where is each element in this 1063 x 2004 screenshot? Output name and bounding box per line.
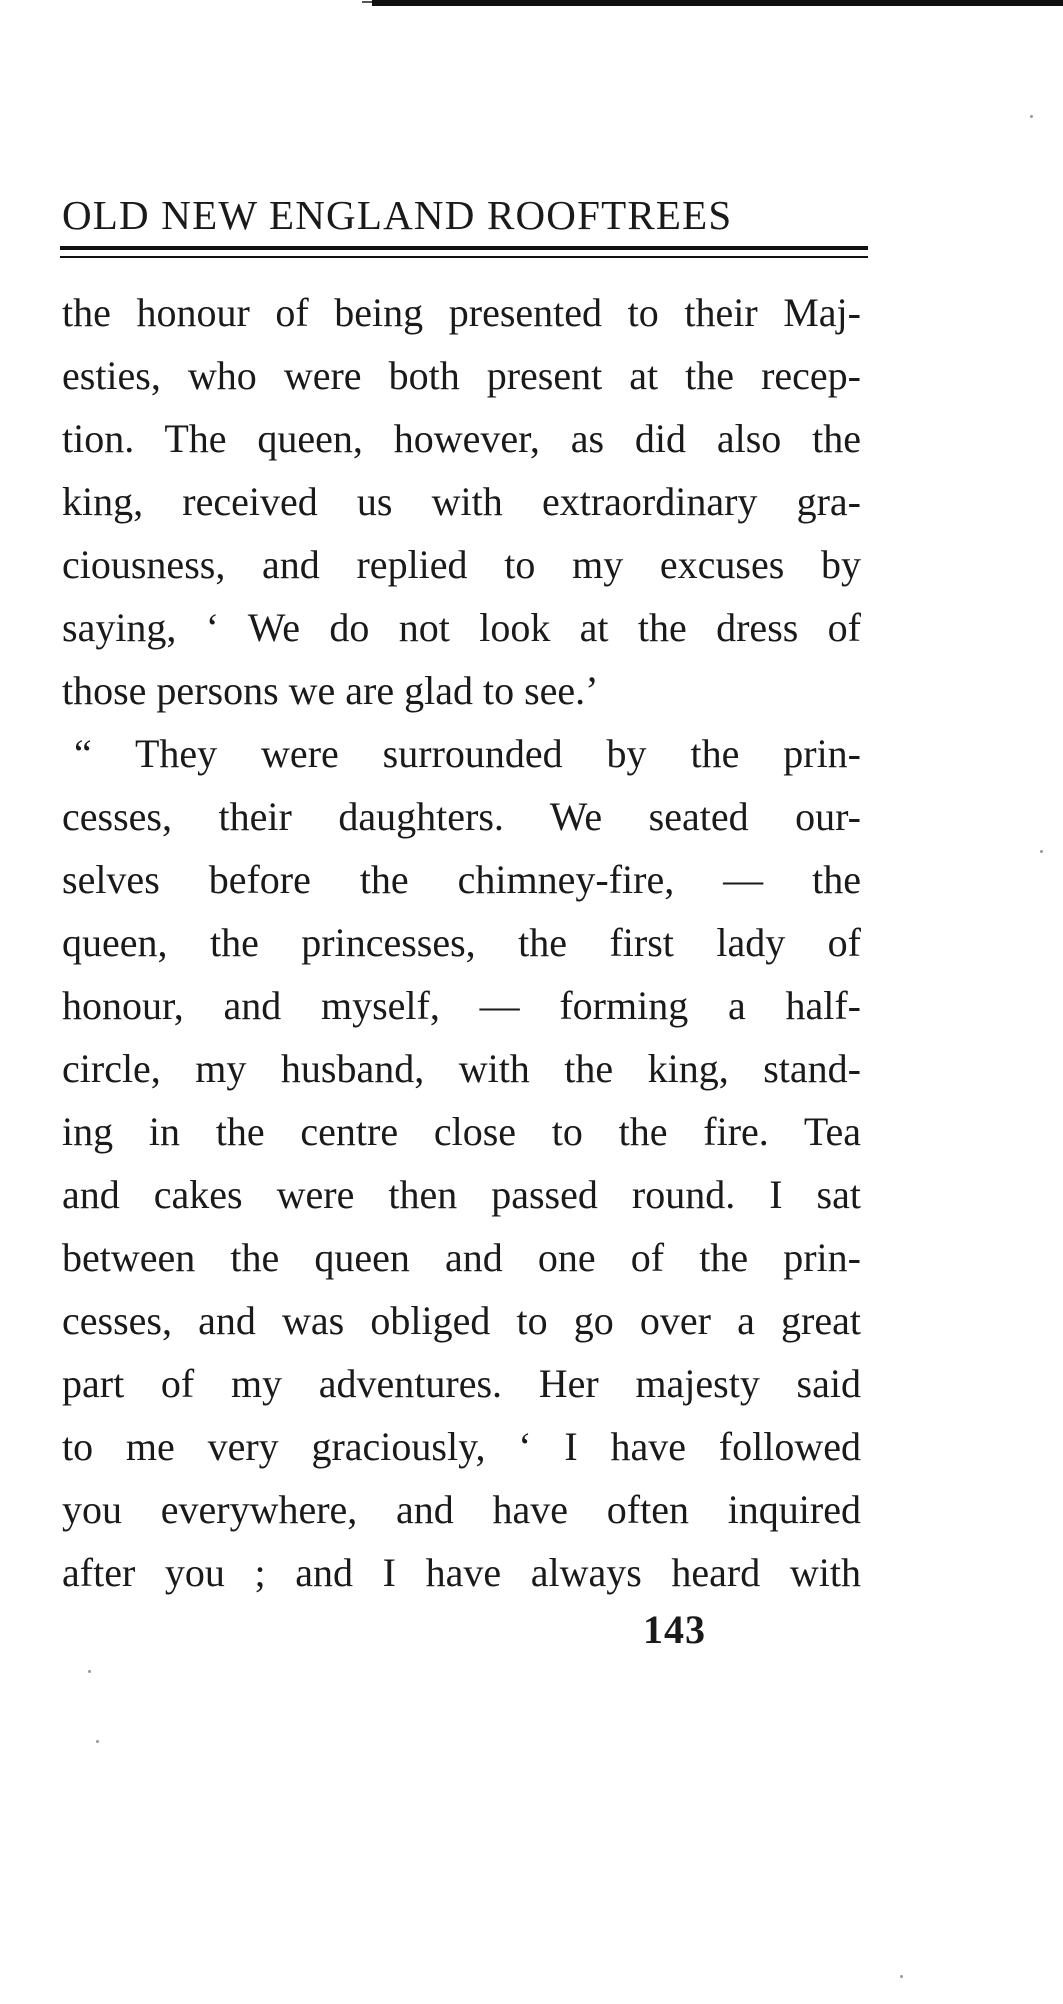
text-line-paragraph-start: “ They were surrounded by the prin- [74, 731, 861, 776]
text-line: selves before the chimney-fire, — the [62, 857, 861, 902]
paper-speck [88, 1670, 91, 1673]
text-line: cesses, their daughters. We seated our- [62, 794, 861, 839]
text-line: circle, my husband, with the king, stand- [62, 1046, 861, 1091]
text-line: after you ; and I have always heard with [62, 1550, 861, 1595]
text-line: ciousness, and replied to my excuses by [62, 542, 861, 587]
text-line: between the queen and one of the prin- [62, 1235, 861, 1280]
text-line: queen, the princesses, the first lady of [62, 920, 861, 965]
head-rule-thick [60, 246, 868, 250]
text-line: cesses, and was obliged to go over a great [62, 1298, 861, 1343]
text-line: part of my adventures. Her majesty said [62, 1361, 861, 1406]
text-line: you everywhere, and have often inquired [62, 1487, 861, 1532]
top-edge-rule [372, 0, 1063, 6]
paper-speck [1040, 850, 1043, 853]
text-line: honour, and myself, — forming a half- [62, 983, 861, 1028]
text-line: ing in the centre close to the fire. Tea [62, 1109, 861, 1154]
text-line: tion. The queen, however, as did also the [62, 416, 861, 461]
running-head: OLD NEW ENGLAND ROOFTREES [62, 192, 733, 238]
text-line: esties, who were both present at the recep- [62, 353, 861, 398]
text-line: the honour of being presented to their Maj- [62, 290, 861, 335]
text-line: to me very graciously, ‘ I have followed [62, 1424, 861, 1469]
head-rule-thin [60, 256, 868, 258]
paper-speck [96, 1740, 99, 1743]
text-line: king, received us with extraordinary gra- [62, 479, 861, 524]
body-text [62, 281, 861, 1604]
paper-speck [900, 1975, 903, 1978]
text-line: and cakes were then passed round. I sat [62, 1172, 861, 1217]
page-number: 143 [643, 1607, 706, 1652]
text-line-paragraph-end: those persons we are glad to see.’ [62, 668, 599, 713]
paper-speck [1030, 115, 1033, 118]
text-line: saying, ‘ We do not look at the dress of [62, 605, 861, 650]
